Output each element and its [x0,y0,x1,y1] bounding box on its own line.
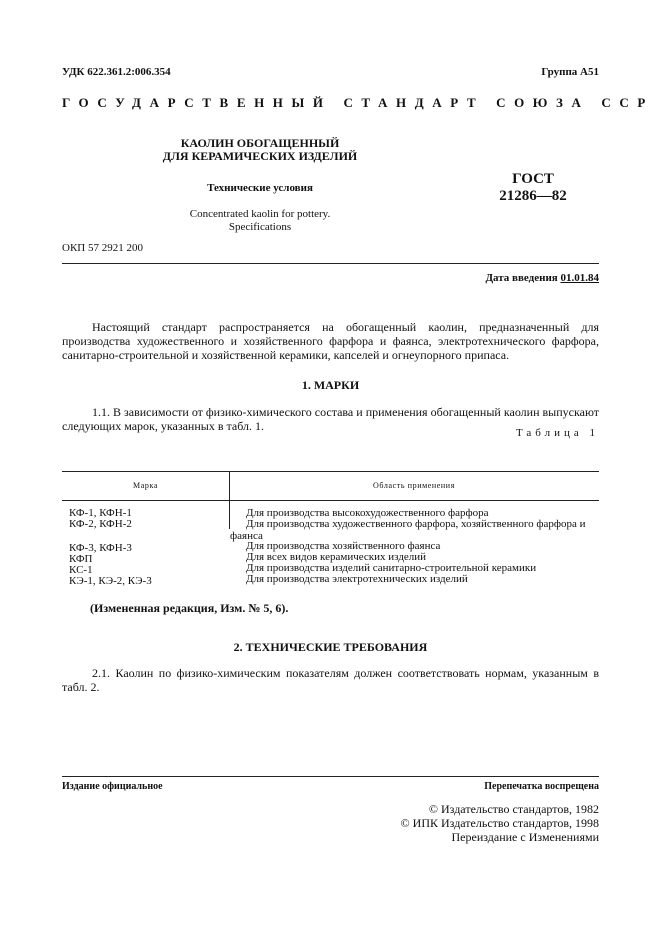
table-header-use: Область применения [373,481,455,490]
english-title-line-2: Specifications [228,221,292,233]
gost-label: ГОСТ [512,171,554,187]
table-cell-use: Для всех видов керамических изделий [246,551,427,563]
reissue-line: Переиздание с Изменениями [451,830,599,844]
copyright-block [401,802,599,844]
edit-note: (Измененная редакция, Изм. № 5, 6). [90,601,289,615]
reprint-prohibited: Перепечатка воспрещена [484,781,599,792]
table-cell-mark: КЭ-1, КЭ-2, КЭ-3 [69,575,152,587]
gost-number: 21286—82 [499,188,567,204]
official-edition: Издание официальное [62,781,163,792]
section-1-heading: 1. МАРКИ [301,378,360,392]
title-line-1: КАОЛИН ОБОГАЩЕННЫЙ [180,136,340,150]
table-cell-mark: КФ-2, КФН-2 [69,518,132,530]
intro-date-label: Дата введения [485,272,558,284]
group-code: Группа А51 [541,66,599,78]
table-cell-use: Для производства хозяйственного фаянса [246,540,441,552]
table-cell-mark: КФ-3, КФН-3 [69,542,132,554]
state-standard-banner: ГОСУДАРСТВЕННЫЙ СТАНДАРТ СОЮЗА ССР [62,95,654,110]
table-header [62,471,599,501]
copyright-line-2: © ИПК Издательство стандартов, 1998 [400,816,599,830]
section-1-paragraph: 1.1. В зависимости от физико-химического состава и применения обогащенный каолин выпускают следующих марок, указанных в табл. 1. [62,405,599,433]
table-cell-use: Для производства высокохудожественного фарфора [246,507,489,519]
table-1-label: Таблица 1 [515,427,599,439]
udk-code: УДК 622.361.2:006.354 [62,66,171,78]
table-cell-mark: КФ-1, КФН-1 [69,507,132,519]
intro-date [485,272,599,284]
gost-number-block [478,171,588,205]
intro-paragraph: Настоящий стандарт распространяется на обогащенный каолин, предназначенный для производства художественного и хозяйственного фарфора и фаянса, электротехнического фарфора, санитарно-строительной и хозяйственной керамики, капселей и огнеупорного припаса. [62,320,599,362]
table-cell-use: Для производства изделий санитарно-строительной керамики [246,562,537,574]
intro-date-value: 01.01.84 [560,272,599,284]
table-cell-use: Для производства художественного фарфора, хозяйственного фарфора и фаянса [230,518,586,542]
okp-code: ОКП 57 2921 200 [62,242,143,254]
section-2-heading: 2. ТЕХНИЧЕСКИЕ ТРЕБОВАНИЯ [233,640,428,654]
table-header-mark: Марка [133,481,158,490]
english-title [140,208,380,234]
title-line-2: ДЛЯ КЕРАМИЧЕСКИХ ИЗДЕЛИЙ [162,149,358,163]
table-cell-mark: КС-1 [69,564,93,576]
header-divider [62,263,599,264]
table-cell-use: Для производства электротехнических изделий [246,573,468,585]
subtitle: Технические условия [207,182,313,194]
english-title-line-1: Concentrated kaolin for pottery. [189,208,331,220]
copyright-line-1: © Издательство стандартов, 1982 [428,802,599,816]
section-2-paragraph: 2.1. Каолин по физико-химическим показателям должен соответствовать нормам, указанным в табл. 2. [62,666,599,694]
footer-divider [62,776,599,777]
table-cell-mark: КФП [69,553,93,565]
title-block [140,137,380,234]
